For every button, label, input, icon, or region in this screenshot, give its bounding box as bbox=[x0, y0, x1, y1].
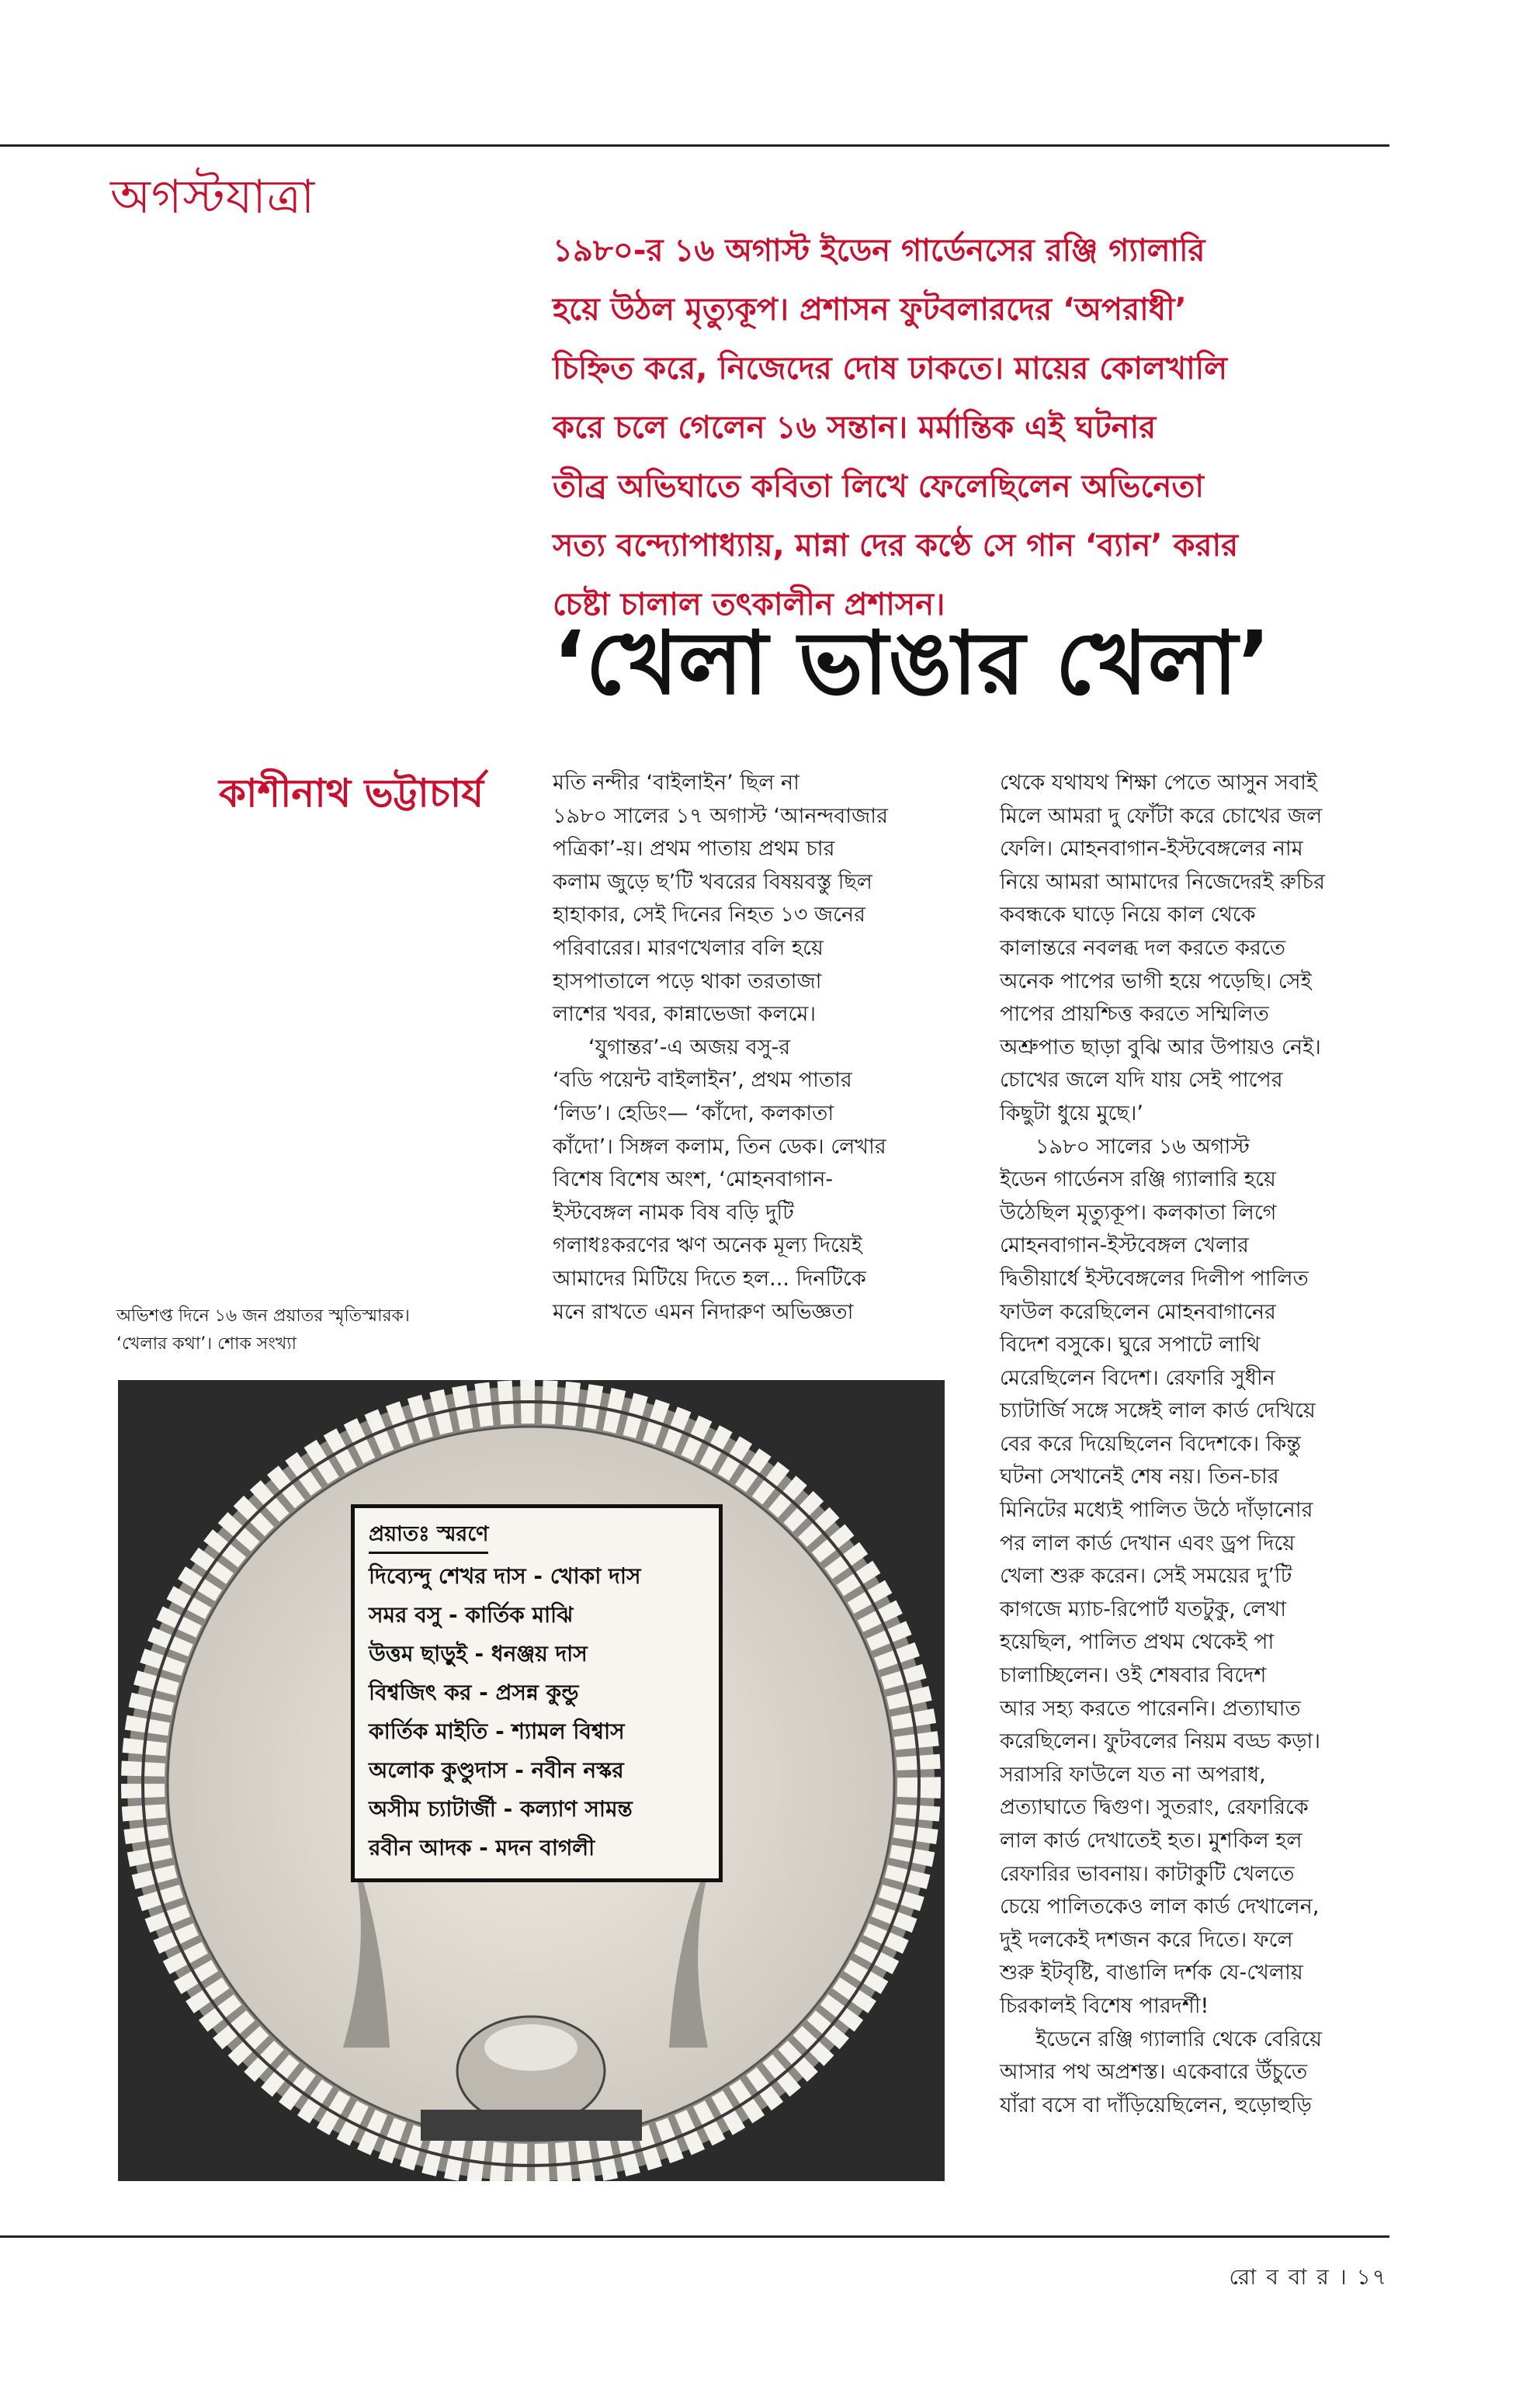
body-text-line: ‘যুগান্তর’-এ অজয় বসু-র bbox=[588, 1035, 791, 1060]
standfirst-line: করে চলে গেলেন ১৬ সন্তান। মর্মান্তিক এই ঘটনার bbox=[553, 410, 1157, 446]
body-text-line: বিদেশ বসুকে। ঘুরে সপাটে লাথি bbox=[1000, 1333, 1261, 1358]
caption-line: অভিশপ্ত দিনে ১৬ জন প্রয়াতর স্মৃতিস্মারক। bbox=[116, 1306, 410, 1326]
standfirst bbox=[553, 221, 1391, 634]
body-text-line: হয়েছিল, পালিত প্রথম থেকেই পা bbox=[1000, 1630, 1275, 1655]
page-footer: রো ব বা র । ১৭ bbox=[1229, 2264, 1388, 2290]
body-text-line: কাঁদো’। সিঙ্গল কলাম, তিন ডেক। লেখার bbox=[553, 1134, 886, 1159]
plaque-name-row: রবীন আদক - মদন বাগলী bbox=[369, 1835, 595, 1861]
top-rule bbox=[0, 144, 1389, 147]
plaque-name-row: উত্তম ছাড়ুই - ধনঞ্জয় দাস bbox=[369, 1641, 588, 1666]
body-text-line: চোখের জলে যদি যায় সেই পাপের bbox=[1000, 1068, 1283, 1093]
body-text-line: হাসপাতালে পড়ে থাকা তরতাজা bbox=[553, 969, 822, 994]
plaque-names bbox=[369, 1557, 706, 1868]
body-text-line: শুরু ইটবৃষ্টি, বাঙালি দর্শক যে-খেলায় bbox=[1000, 1961, 1303, 1985]
body-text-line: চেয়ে পালিতকেও লাল কার্ড দেখালেন, bbox=[1000, 1895, 1320, 1920]
body-text-line: পত্রিকা’-য়। প্রথম পাতায় প্রথম চার bbox=[553, 837, 835, 862]
plaque-name-row: অলোক কুণ্ডুদাস - নবীন নস্কর bbox=[369, 1757, 624, 1783]
body-text-line: চিরকালই বিশেষ পারদর্শী! bbox=[1000, 1993, 1209, 2018]
body-text-line: যাঁরা বসে বা দাঁড়িয়েছিলেন, হুড়োহুড়ি bbox=[1000, 2093, 1312, 2117]
body-text-line: পর লাল কার্ড দেখান এবং ড্রপ দিয়ে bbox=[1000, 1531, 1295, 1555]
memorial-photo bbox=[118, 1380, 945, 2181]
body-text-line: মনে রাখতে এমন নিদারুণ অভিজ্ঞতা bbox=[553, 1299, 854, 1324]
body-text-line: প্রত্যাঘাতে দ্বিগুণ। সুতরাং, রেফারিকে bbox=[1000, 1795, 1309, 1820]
body-text-line: দুই দলকেই দশজন করে দিতে। ফলে bbox=[1000, 1927, 1293, 1952]
standfirst-line: তীব্র অভিঘাতে কবিতা লিখে ফেলেছিলেন অভিনেতা bbox=[553, 469, 1204, 505]
body-text-line: ইস্টবেঙ্গল নামক বিষ বড়ি দুটি bbox=[553, 1200, 794, 1225]
body-text-line: আসার পথ অপ্রশস্ত। একেবারে উঁচুতে bbox=[1000, 2060, 1308, 2085]
body-text-line: মতি নন্দীর ‘বাইলাইন’ ছিল না bbox=[553, 771, 799, 795]
standfirst-line: হয়ে উঠল মৃত্যুকূপ। প্রশাসন ফুটবলারদের ‘অপরাধী’ bbox=[553, 292, 1187, 328]
body-text-line: ইডেন গার্ডেনস রঞ্জি গ্যালারি হয়ে bbox=[1000, 1167, 1276, 1192]
body-text-line: গলাধঃকরণের ঋণ অনেক মূল্য দিয়েই bbox=[553, 1233, 862, 1258]
body-text-line: কালান্তরে নবলব্ধ দল করতে করতে bbox=[1000, 935, 1285, 960]
standfirst-line: সত্য বন্দ্যোপাধ্যায়, মান্না দের কণ্ঠে সে গান ‘ব্যান’ করার bbox=[553, 528, 1239, 564]
body-text-line: পরিবারের। মারণখেলার বলি হয়ে bbox=[553, 935, 824, 960]
byline: কাশীনাথ ভট্টাচার্য bbox=[219, 771, 484, 816]
body-text-line: চ্যাটার্জি সঙ্গে সঙ্গেই লাল কার্ড দেখিয়ে bbox=[1000, 1399, 1316, 1424]
body-text-line: পাপের প্রায়শ্চিত্ত করতে সম্মিলিত bbox=[1000, 1002, 1269, 1027]
section-label: অগস্টযাত্রা bbox=[110, 170, 316, 224]
body-text-line: আর সহ্য করতে পারেননি। প্রত্যাঘাত bbox=[1000, 1696, 1301, 1721]
body-text-line: করেছিলেন। ফুটবলের নিয়ম বড্ড কড়া। bbox=[1000, 1729, 1320, 1754]
body-text-line: কাগজে ম্যাচ-রিপোর্ট যতটুকু, লেখা bbox=[1000, 1597, 1287, 1621]
body-text-line: চালাচ্ছিলেন। ওই শেষবার বিদেশ bbox=[1000, 1663, 1267, 1688]
body-text-line: মোহনবাগান-ইস্টবেঙ্গল খেলার bbox=[1000, 1233, 1249, 1258]
caption-line: ‘খেলার কথা’। শোক সংখ্যা bbox=[116, 1334, 297, 1354]
body-text-line: লাশের খবর, কান্নাভেজা কলমে। bbox=[553, 1002, 816, 1027]
memorial-plaque bbox=[351, 1504, 723, 1882]
body-text-line: খেলা শুরু করেন। সেই সময়ের দু’টি bbox=[1000, 1564, 1292, 1589]
plaque-title: প্রয়াতঃ স্মরণে bbox=[369, 1517, 488, 1554]
plaque-name-row: কার্তিক মাইতি - শ্যামল বিশ্বাস bbox=[369, 1718, 625, 1744]
headline: ‘খেলা ভাঙার খেলা’ bbox=[553, 613, 1271, 714]
body-text-line: নিয়ে আমরা আমাদের নিজেদেরই রুচির bbox=[1000, 869, 1325, 894]
body-text-line: কিছুটা ধুয়ে মুছে।’ bbox=[1000, 1101, 1144, 1125]
body-text-line: ১৯৮০ সালের ১৭ অগাস্ট ‘আনন্দবাজার bbox=[553, 803, 888, 828]
standfirst-line: চিহ্নিত করে, নিজেদের দোষ ঢাকতে। মায়ের কোলখালি bbox=[553, 351, 1227, 387]
body-text-line: ‘বডি পয়েন্ট বাইলাইন’, প্রথম পাতার bbox=[553, 1068, 852, 1093]
body-text-line: রেফারির ভাবনায়। কাটাকুটি খেলতে bbox=[1000, 1861, 1295, 1886]
body-text-line: মেরেছিলেন বিদেশ। রেফারি সুধীন bbox=[1000, 1365, 1275, 1390]
body-text-line: দ্বিতীয়ার্ধে ইস্টবেঙ্গলের দিলীপ পালিত bbox=[1000, 1266, 1309, 1291]
plaque-name-row: সমর বসু - কার্তিক মাঝি bbox=[369, 1602, 574, 1628]
body-text-line: অনেক পাপের ভাগী হয়ে পড়েছি। সেই bbox=[1000, 969, 1312, 994]
body-text-line: সরাসরি ফাউলে যত না অপরাধ, bbox=[1000, 1762, 1266, 1787]
plaque-name-row: অসীম চ্যাটার্জী - কল্যাণ সামন্ত bbox=[369, 1796, 633, 1822]
body-text-line: ‘লিড’। হেডিং— ‘কাঁদো, কলকাতা bbox=[553, 1101, 834, 1125]
plaque-name-row: বিশ্বজিৎ কর - প্রসন্ন কুন্ডু bbox=[369, 1680, 579, 1705]
body-text-line: ইডেনে রঞ্জি গ্যালারি থেকে বেরিয়ে bbox=[1035, 2027, 1323, 2051]
photo-caption bbox=[116, 1302, 520, 1358]
body-text-line: আমাদের মিটিয়ে দিতে হল... দিনটিকে bbox=[553, 1266, 866, 1291]
standfirst-line: ১৯৮০-র ১৬ অগাস্ট ইডেন গার্ডেনসের রঞ্জি গ্যালারি bbox=[553, 233, 1205, 269]
bottom-rule bbox=[0, 2235, 1389, 2238]
body-text-line: লাল কার্ড দেখাতেই হত। মুশকিল হল bbox=[1000, 1829, 1302, 1853]
standfirst-line: চেষ্টা চালাল তৎকালীন প্রশাসন। bbox=[553, 587, 945, 623]
body-text-line: বিশেষ বিশেষ অংশ, ‘মোহনবাগান- bbox=[553, 1167, 834, 1192]
plaque-name-row: দিব্যেন্দু শেখর দাস - খোকা দাস bbox=[369, 1563, 641, 1589]
article-column-middle bbox=[553, 767, 956, 1329]
body-text-line: হাহাকার, সেই দিনের নিহত ১৩ জনের bbox=[553, 903, 865, 928]
body-text-line: ফেলি। মোহনবাগান-ইস্টবেঙ্গলের নাম bbox=[1000, 837, 1303, 862]
body-text-line: ঘটনা সেখানেই শেষ নয়। তিন-চার bbox=[1000, 1465, 1279, 1490]
body-text-line: ১৯৮০ সালের ১৬ অগাস্ট bbox=[1035, 1134, 1250, 1159]
body-text-line: কলাম জুড়ে ছ’টি খবরের বিষয়বস্তু ছিল bbox=[553, 869, 872, 894]
body-text-line: অশ্রুপাত ছাড়া বুঝি আর উপায়ও নেই। bbox=[1000, 1035, 1321, 1060]
body-text-line: ফাউল করেছিলেন মোহনবাগানের bbox=[1000, 1299, 1276, 1324]
body-text-line: মিনিটের মধ্যেই পালিত উঠে দাঁড়ানোর bbox=[1000, 1498, 1313, 1523]
body-text-line: বের করে দিয়েছিলেন বিদেশকে। কিন্তু bbox=[1000, 1431, 1301, 1456]
body-text-line: কবন্ধকে ঘাড়ে নিয়ে কাল থেকে bbox=[1000, 903, 1256, 928]
article-column-right bbox=[1000, 767, 1403, 2122]
body-text-line: থেকে যথাযথ শিক্ষা পেতে আসুন সবাই bbox=[1000, 771, 1317, 795]
body-text-line: মিলে আমরা দু ফোঁটা করে চোখের জল bbox=[1000, 803, 1323, 828]
body-text-line: উঠেছিল মৃত্যুকূপ। কলকাতা লিগে bbox=[1000, 1200, 1277, 1225]
